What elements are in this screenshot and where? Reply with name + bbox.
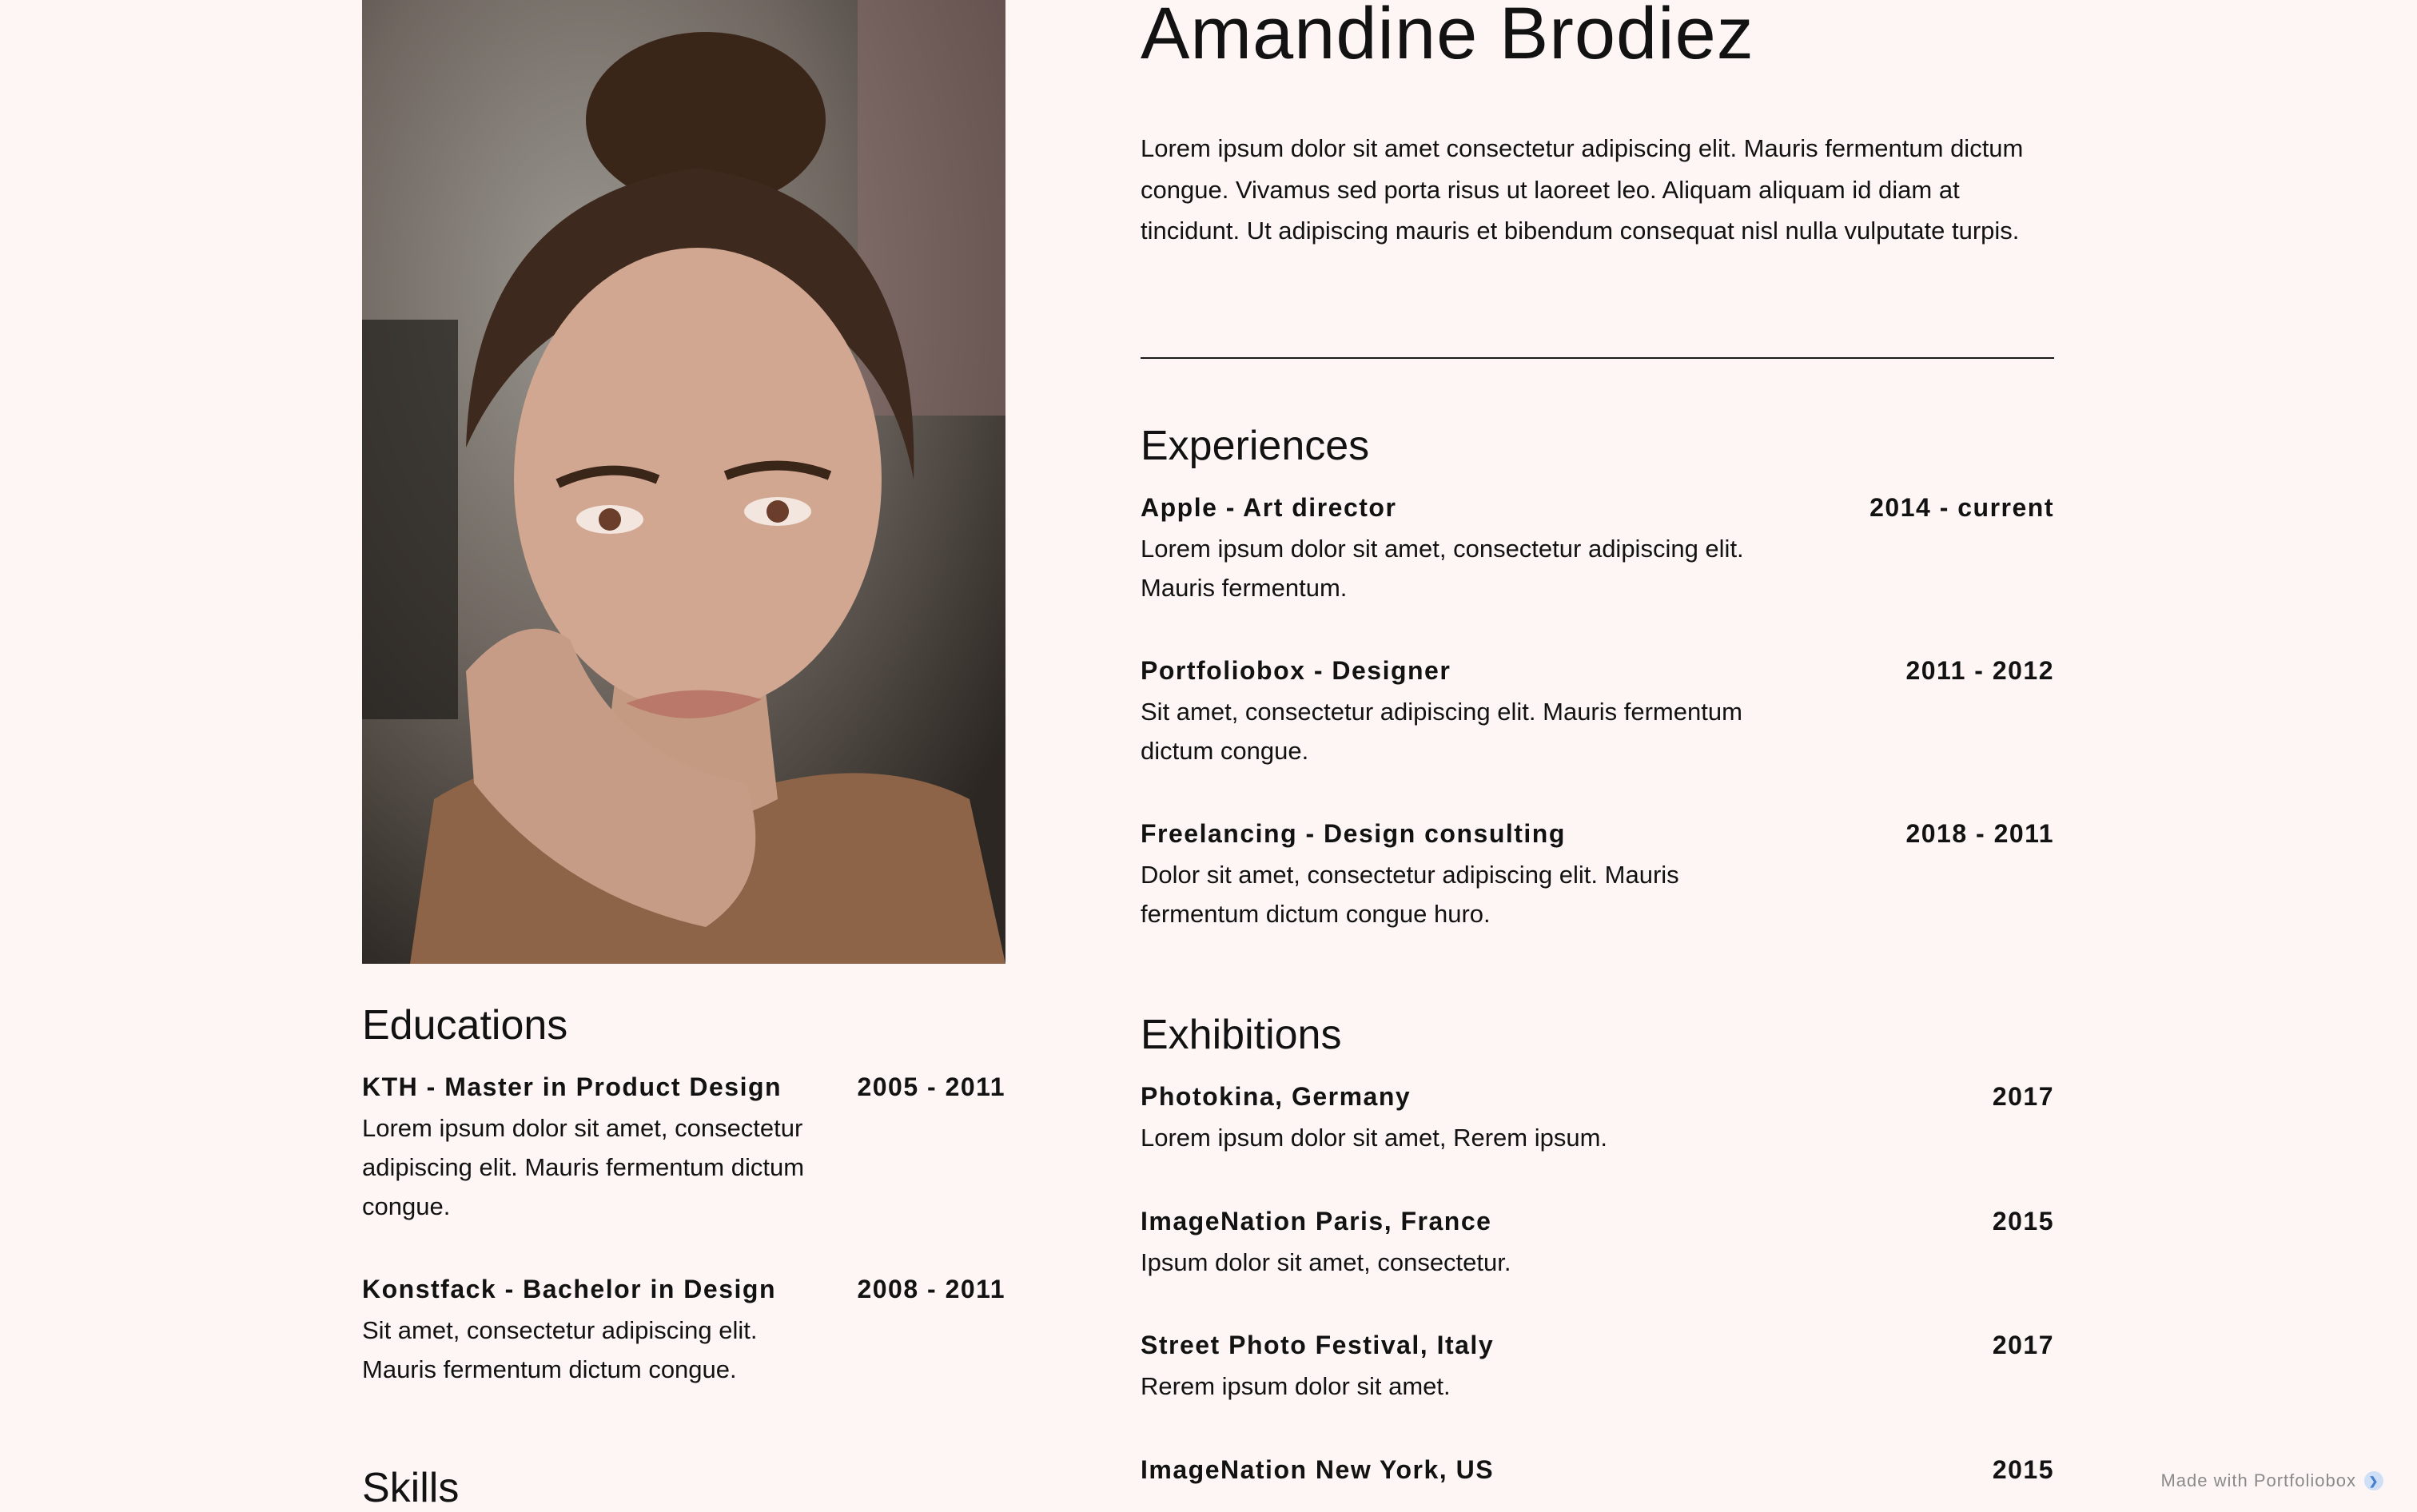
profile-name: Amandine Brodiez (1141, 0, 1754, 74)
education-school: Konstfack - Bachelor in Design (362, 1275, 776, 1303)
exhibition-item (1141, 1207, 2054, 1282)
experience-years: 2014 - current (1869, 493, 2054, 522)
experience-role: Portfoliobox - Designer (1141, 656, 1451, 685)
divider (1141, 357, 2054, 359)
education-desc: Lorem ipsum dolor sit amet, consectetur adipiscing elit. Mauris fermentum dictum congue. (362, 1114, 805, 1220)
education-desc: Sit amet, consectetur adipiscing elit. Mauris fermentum dictum congue. (362, 1316, 758, 1383)
exhibition-desc: Ipsum dolor sit amet, consectetur. (1141, 1248, 1511, 1276)
exhibition-year: 2017 (1992, 1331, 2054, 1359)
skills-heading: Skills (362, 1465, 460, 1511)
experience-item (1141, 819, 2054, 933)
profile-photo (362, 0, 1005, 964)
exhibition-year: 2015 (1992, 1207, 2054, 1235)
exhibition-item (1141, 1331, 2054, 1406)
experience-item (1141, 656, 2054, 770)
experience-desc: Sit amet, consectetur adipiscing elit. Mauris fermentum dictum congue. (1141, 698, 1742, 765)
exhibition-item (1141, 1082, 2054, 1157)
experience-desc: Dolor sit amet, consectetur adipiscing elit. Mauris fermentum dictum congue huro. (1141, 861, 1679, 928)
portfoliobox-logo-icon: ❯ (2364, 1471, 2383, 1490)
exhibition-item (1141, 1455, 2054, 1485)
experience-years: 2011 - 2012 (1905, 656, 2054, 685)
experiences-heading: Experiences (1141, 423, 1370, 469)
exhibition-year: 2015 (1992, 1455, 2054, 1484)
education-item (362, 1275, 1005, 1389)
exhibition-desc: Rerem ipsum dolor sit amet. (1141, 1372, 1451, 1400)
exhibition-desc: Lorem ipsum dolor sit amet, Rerem ipsum. (1141, 1124, 1608, 1152)
experience-role: Apple - Art director (1141, 493, 1397, 522)
experience-years: 2018 - 2011 (1905, 819, 2054, 848)
exhibition-name: Photokina, Germany (1141, 1082, 1412, 1111)
profile-intro: Lorem ipsum dolor sit amet consectetur adipiscing elit. Mauris fermentum dictum congue. Vivamus sed porta risus ut laoreet leo. Aliquam aliquam id diam at tincidunt. Ut adipiscing mauris et bibendum consequat nisl nulla vulputate turpis. (1141, 134, 2024, 245)
exhibition-name: ImageNation New York, US (1141, 1455, 1495, 1484)
footer-label: Made with Portfoliobox (2160, 1470, 2356, 1490)
exhibition-year: 2017 (1992, 1082, 2054, 1111)
educations-heading: Educations (362, 1002, 568, 1048)
exhibition-name: Street Photo Festival, Italy (1141, 1331, 1495, 1359)
education-years: 2005 - 2011 (857, 1072, 1005, 1101)
exhibition-name: ImageNation Paris, France (1141, 1207, 1492, 1235)
experience-role: Freelancing - Design consulting (1141, 819, 1566, 848)
education-years: 2008 - 2011 (857, 1275, 1005, 1303)
exhibitions-heading: Exhibitions (1141, 1012, 1342, 1058)
experience-item (1141, 493, 2054, 607)
portfoliobox-badge[interactable] (2160, 1470, 2383, 1491)
education-item (362, 1072, 1005, 1226)
experience-desc: Lorem ipsum dolor sit amet, consectetur adipiscing elit. Mauris fermentum. (1141, 535, 1744, 602)
portrait-image (362, 0, 1005, 964)
education-school: KTH - Master in Product Design (362, 1072, 782, 1101)
